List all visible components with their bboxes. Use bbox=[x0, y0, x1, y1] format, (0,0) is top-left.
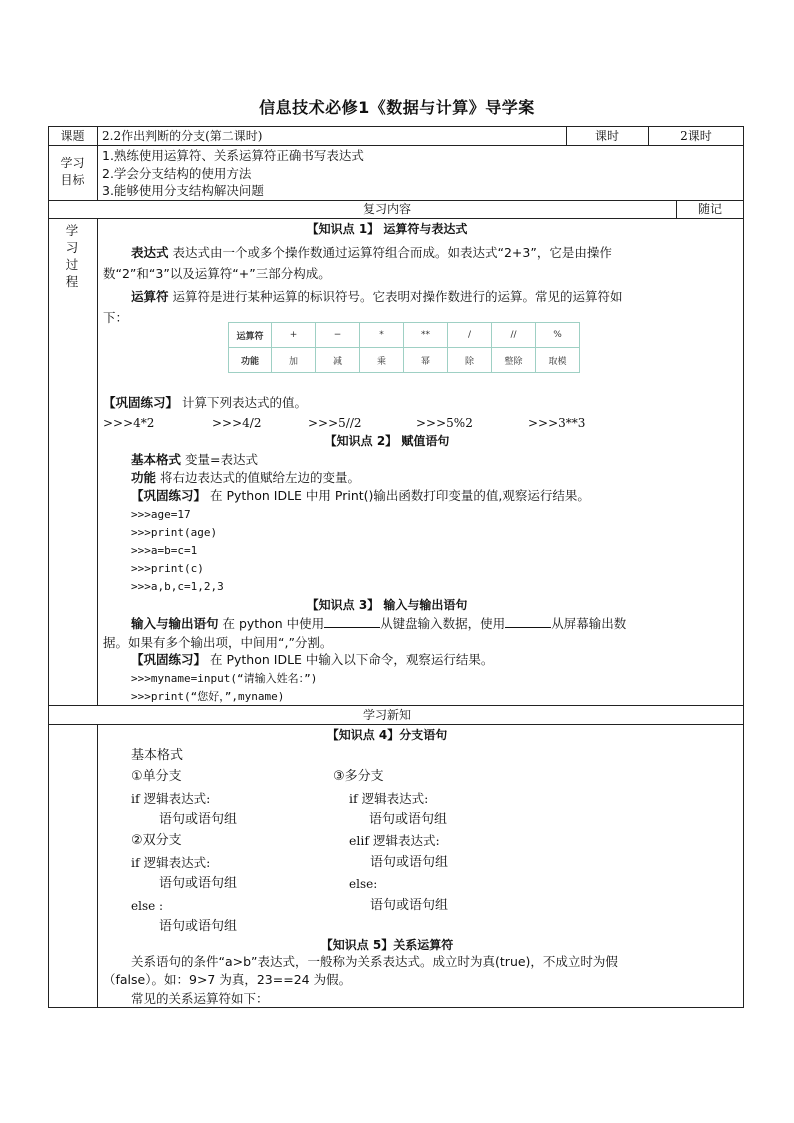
function-cell: 除 bbox=[448, 348, 492, 373]
topic-value: 2.2作出判断的分支(第二课时) bbox=[102, 129, 263, 143]
function-cell: 减 bbox=[316, 348, 360, 373]
code-line: >>>myname=input(“请输入姓名：”) bbox=[131, 672, 318, 685]
goals-label-1: 学习 bbox=[60, 156, 85, 170]
new-section-label: 学习新知 bbox=[362, 708, 411, 722]
double-body1-line: 语句或语句组 bbox=[159, 876, 238, 891]
multi-else-line: else: bbox=[349, 877, 378, 891]
operator-cell: * bbox=[360, 323, 404, 348]
period-label: 课时 bbox=[594, 129, 619, 143]
fill-blank bbox=[324, 615, 380, 628]
document-title: 信息技术必修1《数据与计算》导学案 bbox=[259, 98, 535, 117]
kp1-practice: 【巩固练习】 计算下列表达式的值。 bbox=[103, 395, 307, 410]
kp1-operator-paragraph: 运算符 运算符是进行某种运算的标识符号。它表明对操作数进行的运算。常见的运算符如下： bbox=[103, 289, 623, 325]
multi-branch-label: ③多分支 bbox=[333, 769, 384, 784]
code-line: >>>print(c) bbox=[131, 562, 204, 575]
single-body-line: 语句或语句组 bbox=[159, 812, 238, 827]
kp5-paragraph: 关系语句的条件“a>b”表达式，一般称为关系表达式。成立时为真(true)，不成立时为假（false）。如：9>7 为真，23==24 为假。 bbox=[103, 954, 618, 987]
kp2-format: 基本格式 变量=表达式 bbox=[131, 452, 258, 467]
operator-cell: // bbox=[492, 323, 536, 348]
function-cell: 取模 bbox=[536, 348, 580, 373]
single-if-line: if 逻辑表达式: bbox=[131, 791, 211, 806]
kp2-title: 【知识点 2】 赋值语句 bbox=[324, 434, 450, 448]
double-if-line: if 逻辑表达式: bbox=[131, 855, 211, 870]
kp2-practice: 【巩固练习】 在 Python IDLE 中用 Print()输出函数打印变量的值,观察运行结果。 bbox=[131, 488, 590, 503]
operator-cell: + bbox=[272, 323, 316, 348]
goal-item-3: 3.能够使用分支结构解决问题 bbox=[102, 183, 264, 198]
kp4-basic-format: 基本格式 bbox=[131, 748, 184, 763]
multi-body2-line: 语句或语句组 bbox=[370, 855, 449, 870]
single-branch-label: ①单分支 bbox=[131, 769, 182, 784]
code-line: >>>age=17 bbox=[131, 508, 191, 521]
function-cell: 加 bbox=[272, 348, 316, 373]
code-line: >>>a=b=c=1 bbox=[131, 544, 198, 557]
functions-header-cell: 功能 bbox=[229, 348, 272, 373]
operators-header-cell: 运算符 bbox=[229, 323, 272, 348]
kp1-expression-paragraph: 表达式 表达式由一个或多个操作数通过运算符组合而成。如表达式“2+3”，它是由操作数“2”和“3”以及运算符“+”三部分构成。 bbox=[103, 245, 612, 281]
kp5-list-intro: 常见的关系运算符如下： bbox=[131, 991, 269, 1006]
double-branch-label: ②双分支 bbox=[131, 833, 182, 848]
notes-column-label: 随记 bbox=[697, 202, 722, 216]
function-cell: 整除 bbox=[492, 348, 536, 373]
kp1-title: 【知识点 1】 运算符与表达式 bbox=[306, 222, 468, 236]
double-else-line: else : bbox=[131, 899, 164, 913]
code-line: >>>print(age) bbox=[131, 526, 218, 539]
multi-elif-line: elif 逻辑表达式: bbox=[349, 833, 440, 848]
code-line: >>>a,b,c=1,2,3 bbox=[131, 580, 224, 593]
operator-cell: % bbox=[536, 323, 580, 348]
operator-cell: / bbox=[448, 323, 492, 348]
expr-item: >>>4/2 bbox=[212, 416, 262, 430]
fill-blank bbox=[505, 615, 551, 628]
code-line: >>>print(“您好，”,myname) bbox=[131, 690, 285, 703]
process-label: 学 习 过 程 bbox=[65, 223, 79, 289]
functions-row bbox=[229, 348, 580, 373]
kp5-title: 【知识点 5】关系运算符 bbox=[320, 938, 454, 952]
expr-item: >>>3**3 bbox=[528, 416, 586, 430]
kp4-title: 【知识点 4】分支语句 bbox=[326, 728, 448, 742]
kp2-function: 功能 将右边表达式的值赋给左边的变量。 bbox=[131, 470, 360, 485]
double-body2-line: 语句或语句组 bbox=[159, 919, 238, 934]
function-cell: 乘 bbox=[360, 348, 404, 373]
goals-label-2: 目标 bbox=[60, 173, 85, 187]
goal-item-2: 2.学会分支结构的使用方法 bbox=[102, 166, 252, 181]
function-cell: 幂 bbox=[404, 348, 448, 373]
kp3-practice: 【巩固练习】 在 Python IDLE 中输入以下命令，观察运行结果。 bbox=[131, 652, 494, 667]
topic-label: 课题 bbox=[60, 129, 85, 143]
kp3-title: 【知识点 3】 输入与输出语句 bbox=[306, 598, 468, 612]
operators-table bbox=[228, 322, 580, 373]
operator-cell: − bbox=[316, 323, 360, 348]
operators-row bbox=[229, 323, 580, 348]
kp3-io-paragraph: 输入与输出语句 在 python 中使用 从键盘输入数据，使用 从屏幕输出数据。如果有多个输出项，中间用“,”分割。 bbox=[103, 616, 627, 650]
expr-item: >>>4*2 bbox=[103, 416, 155, 430]
expr-item: >>>5%2 bbox=[416, 416, 473, 430]
goal-item-1: 1.熟练使用运算符、关系运算符正确书写表达式 bbox=[102, 148, 364, 163]
multi-if-line: if 逻辑表达式: bbox=[349, 791, 429, 806]
multi-body1-line: 语句或语句组 bbox=[369, 812, 448, 827]
expr-item: >>>5//2 bbox=[308, 416, 362, 430]
review-section-label: 复习内容 bbox=[362, 202, 411, 216]
period-value: 2课时 bbox=[680, 129, 712, 143]
multi-body3-line: 语句或语句组 bbox=[370, 898, 449, 913]
operator-cell: ** bbox=[404, 323, 448, 348]
